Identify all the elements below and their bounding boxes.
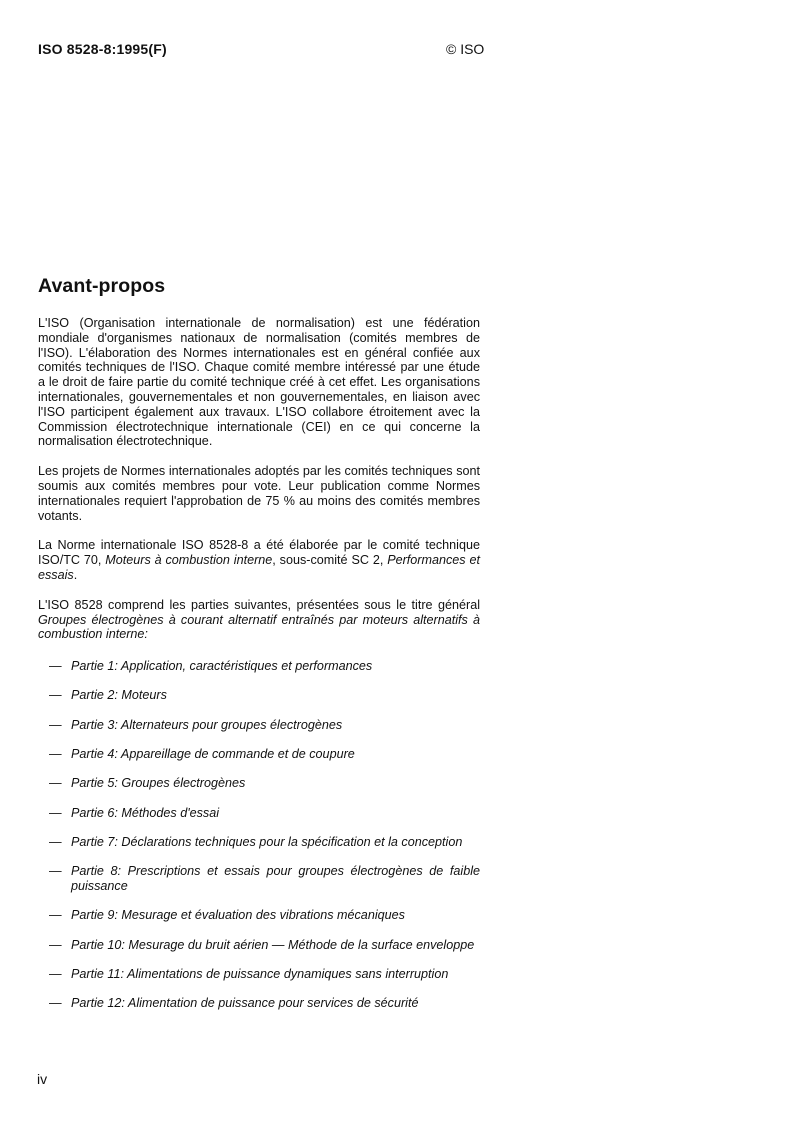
list-item	[38, 659, 480, 674]
part-title: Partie 8: Prescriptions et essais pour groupes électrogènes de faible puissance	[71, 864, 480, 894]
paragraph-series	[38, 598, 480, 642]
list-dash: —	[49, 805, 62, 820]
list-item	[38, 835, 480, 850]
part-title: Partie 10: Mesurage du bruit aérien — Méthode de la surface enveloppe	[71, 937, 475, 952]
part-title: Partie 9: Mesurage et évaluation des vibrations mécaniques	[71, 908, 405, 923]
list-dash: —	[49, 659, 62, 674]
paragraph-series-text-1: L'ISO 8528 comprend les parties suivantes, présentées sous le titre général	[38, 597, 480, 612]
section-title: Avant-propos	[38, 275, 166, 297]
part-title: Partie 11: Alimentations de puissance dynamiques sans interruption	[71, 966, 449, 981]
committee-title: Moteurs à combustion interne	[105, 553, 273, 568]
list-item	[38, 908, 480, 923]
page-number: iv	[37, 1071, 48, 1087]
list-item	[38, 996, 480, 1011]
part-title: Partie 3: Alternateurs pour groupes électrogènes	[71, 717, 343, 732]
part-title: Partie 12: Alimentation de puissance pour services de sécurité	[71, 996, 419, 1011]
list-dash: —	[49, 937, 62, 952]
list-dash: —	[49, 864, 62, 879]
list-dash: —	[49, 996, 62, 1011]
list-dash: —	[49, 747, 62, 762]
list-item	[38, 967, 480, 982]
list-item	[38, 938, 480, 953]
list-item	[38, 688, 480, 703]
document-identifier: ISO 8528-8:1995(F)	[38, 41, 167, 57]
part-title: Partie 7: Déclarations techniques pour la spécification et la conception	[71, 834, 463, 849]
list-item	[38, 747, 480, 762]
paragraph-organisation: L'ISO (Organisation internationale de normalisation) est une fédération mondiale d'organismes nationaux de normalisation (comités membres de l'ISO). L'élaboration des Normes internationales est en général confiée aux comités techniques de l'ISO. Chaque comité membre intéressé par une étude a le droit de faire partie du comité technique créé à cet effet. Les organisations internationales, gouvernementales et non gouvernementales, en liaison avec l'ISO participent également aux travaux. L'ISO collabore étroitement avec la Commission électrotechnique internationale (CEI) en ce qui concerne la normalisation électrotechnique.	[38, 316, 480, 449]
paragraph-preparation-text-1: La Norme internationale ISO 8528-8 a été élaborée par le comité technique ISO/TC 70,	[38, 538, 480, 568]
list-dash: —	[49, 688, 62, 703]
copyright-notice: © ISO	[446, 41, 485, 57]
list-item	[38, 864, 480, 894]
paragraph-series-text-2: :	[144, 627, 148, 642]
paragraph-preparation-text-2: , sous-comité SC 2,	[272, 553, 388, 568]
list-item	[38, 806, 480, 821]
list-dash: —	[49, 776, 62, 791]
list-dash: —	[49, 966, 62, 981]
list-item	[38, 718, 480, 733]
part-title: Partie 2: Moteurs	[71, 688, 167, 703]
parts-list	[38, 659, 480, 1011]
subcommittee-title: Performances et essais	[38, 553, 480, 582]
part-title: Partie 5: Groupes électrogènes	[71, 776, 246, 791]
series-title: Groupes électrogènes à courant alternatif entraînés par moteurs alternatifs à combustion interne	[38, 612, 480, 642]
list-dash: —	[49, 717, 62, 732]
paragraph-preparation	[38, 538, 480, 582]
list-item	[38, 776, 480, 791]
foreword-body	[38, 316, 480, 1026]
part-title: Partie 6: Méthodes d'essai	[71, 805, 220, 820]
paragraph-preparation-text-3: .	[73, 567, 78, 582]
list-dash: —	[49, 908, 62, 923]
part-title: Partie 4: Appareillage de commande et de coupure	[71, 747, 355, 762]
list-dash: —	[49, 834, 62, 849]
paragraph-approval: Les projets de Normes internationales adoptés par les comités techniques sont soumis aux comités membres pour vote. Leur publication comme Normes internationales requiert l'approbation de 75 % au moins des comités membres votants.	[38, 464, 480, 523]
part-title: Partie 1: Application, caractéristiques et performances	[71, 659, 373, 674]
